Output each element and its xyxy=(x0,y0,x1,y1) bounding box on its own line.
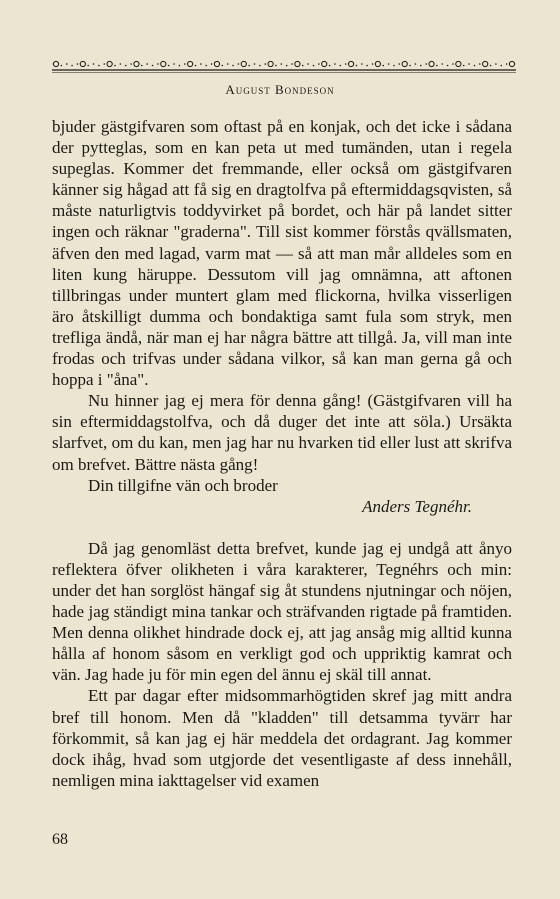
letter-signature: Anders Tegnéhr. xyxy=(362,496,472,516)
page-number: 68 xyxy=(52,831,68,848)
dotted-rule-ornament-icon xyxy=(52,58,516,78)
paragraph: Då jag genomläst detta brefvet, kunde jag ej undgå att ånyo reflektera öfver olikheten i våra karakterer, Tegnéhrs och min: under det han sorglöst hängaf sig åt stundens njutningar och nöjen, hade jag ständigt mina tankar och sträfvanden rigtade på framtiden. Men denna olikhet hindrade dock ej, att jag ansåg mig alltid kunna hålla af honom såsom en verkligt god och uppriktig kamrat och vän. Jag hade ju för min egen del ännu ej skäl till annat. xyxy=(52,538,512,685)
page-body xyxy=(52,116,512,791)
paragraph: Nu hinner jag ej mera för denna gång! (Gästgifvaren vill ha sin eftermiddagstolfva, och då duger det inte att söla.) Ursäkta slarfvet, om du kan, men jag har nu hvarken tid eller lust att skrifva om brefvet. Bättre nästa gång! xyxy=(52,391,512,474)
section-gap xyxy=(52,517,512,538)
letter-closing: Din tillgifne vän och broder xyxy=(88,475,278,495)
running-head: August Bondeson xyxy=(225,82,335,97)
paragraph: Ett par dagar efter midsommarhögtiden skref jag mitt andra bref till honom. Men då "kladden" till detsamma tyvärr har förkommit, så kan jag ej här meddela det ordagrant. Jag kommer dock ihåg, hvad som utgjorde det vesentligaste af dess innehåll, nemligen mina iakttagelser vid examen xyxy=(52,686,512,790)
paragraph: bjuder gästgifvaren som oftast på en konjak, och det icke i sådana der pytteglas, som en kan peta ut med tumänden, utan i regela supeglas. Kommer det fremmande, eller också om gästgifvaren känner sig hågad att få sig en dragtolfva på eftermiddagsqvisten, så måste naturligtvis toddyvirket på bordet, och här på landet sitter ingen och räknar "graderna". Till sist kommer förstås qvällsmaten, äfven den med lagad, varm mat — så att man mår alldeles som en liten kung häruppe. Dessutom vill jag omnämna, att aftonen tillbringas under muntert glam med flickorna, hvilka visserligen äro åtskilligt dumma och bondaktiga samt fula som stryk, men trefliga ändå, när man ej har några bättre att tillgå. Ja, vill man inte frodas och trifvas under sådana vilkor, så kan man gerna gå och hoppa i "åna". xyxy=(52,117,512,390)
